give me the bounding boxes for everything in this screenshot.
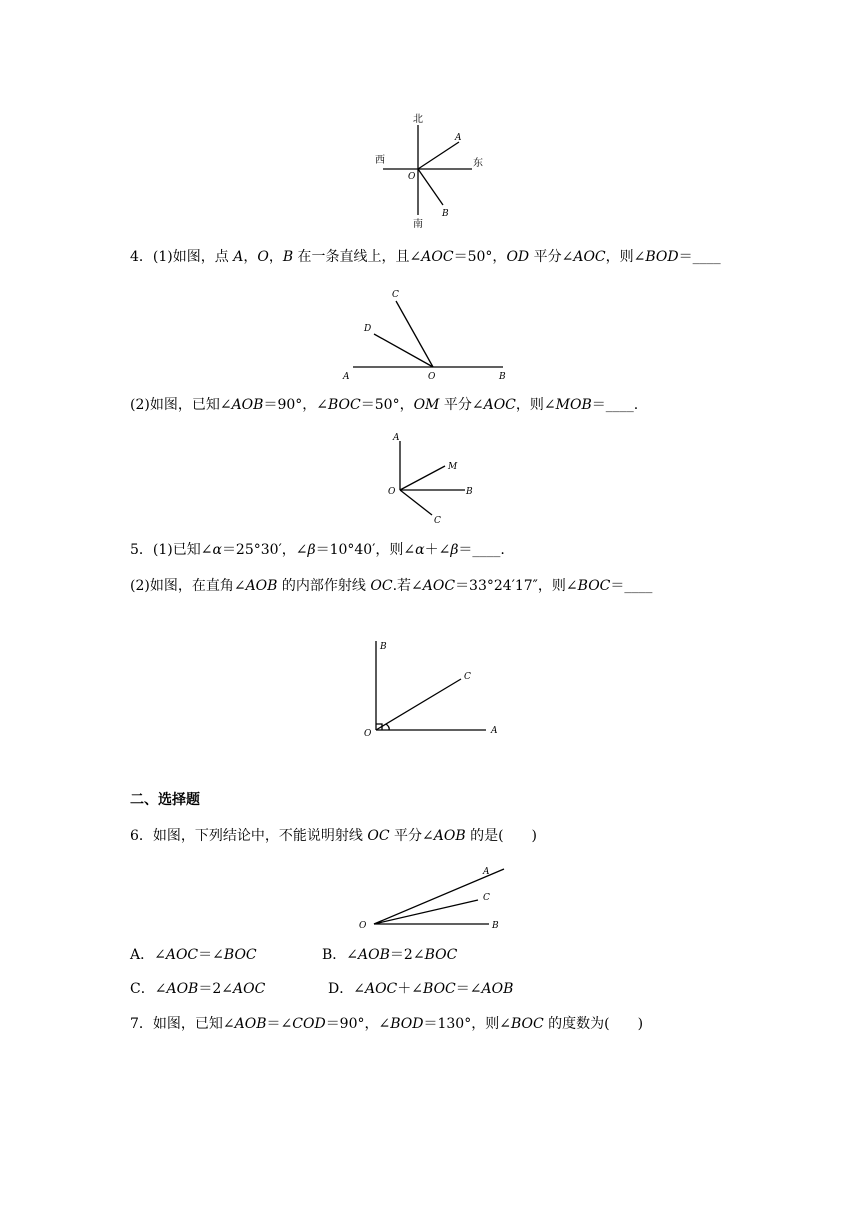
text-segment: BOD [645, 249, 679, 265]
text-segment: β [450, 542, 459, 558]
label-c: C [483, 893, 490, 903]
text-segment: C．∠ [130, 981, 167, 997]
ray-oc [400, 490, 432, 515]
text-segment: ＝130°，则∠ [423, 1016, 511, 1032]
text-segment: ，则∠ [605, 249, 646, 265]
text-segment: ＝____. [591, 397, 639, 413]
question-6-stem [130, 827, 537, 845]
text-segment: BOC [423, 981, 456, 997]
ray-oc [376, 679, 461, 730]
text-segment: A [233, 249, 244, 265]
text-segment: OC [367, 828, 390, 844]
text-segment: AOC [165, 947, 199, 963]
q6-figure [355, 858, 505, 933]
text-segment: AOC [364, 981, 398, 997]
text-segment: ＝∠ [266, 1016, 293, 1032]
text-segment: BOC [424, 947, 458, 963]
label-north: 北 [413, 114, 423, 125]
text-segment: AOC [232, 981, 266, 997]
section-heading: 二、选择题 [130, 792, 200, 808]
text-segment: 在一条直线上，且∠ [293, 249, 422, 265]
q4a-figure [335, 283, 515, 383]
question-4-part-2 [130, 396, 638, 414]
text-segment: B [282, 249, 294, 265]
text-segment: 4．(1)如图，点 [130, 249, 234, 265]
text-segment: ＝33°24′17″，则∠ [455, 578, 578, 594]
text-segment: 5．(1)已知∠ [130, 542, 213, 558]
ray-ob [418, 169, 443, 205]
text-segment: AOC [421, 249, 454, 265]
text-segment: AOB [231, 397, 264, 413]
compass-figure [370, 110, 490, 235]
text-segment: ，则∠ [515, 397, 556, 413]
text-segment: ＝50°， [360, 397, 414, 413]
text-segment: 的是( ) [465, 828, 538, 844]
text-segment: ＝∠ [198, 947, 224, 963]
ray-oa [418, 142, 459, 169]
option-b [322, 946, 457, 964]
text-segment: ＝____. [458, 542, 505, 558]
label-b: B [380, 642, 387, 652]
text-segment: (2)如图，在直角∠ [130, 578, 246, 594]
text-segment: AOB [358, 947, 390, 963]
text-segment: AOB [234, 1016, 267, 1032]
label-a: A [483, 867, 490, 877]
label-o: O [359, 921, 367, 931]
text-segment: 平分∠ [529, 249, 574, 265]
text-segment: 平分∠ [389, 828, 434, 844]
label-m: M [448, 462, 458, 472]
text-segment: ＝90°，∠ [263, 397, 328, 413]
option-a [130, 946, 257, 964]
text-segment: ＝____ [610, 578, 653, 594]
label-o: O [428, 372, 436, 382]
text-segment: ＝∠ [455, 981, 482, 997]
label-c: C [464, 672, 471, 682]
text-segment: OD [506, 249, 530, 265]
text-segment: OC [370, 578, 393, 594]
text-segment: ＝10°40′，则∠ [315, 542, 416, 558]
text-segment: AOC [483, 397, 516, 413]
q4b-figure [385, 425, 485, 530]
text-segment: α [212, 542, 222, 558]
text-segment: BOD [390, 1016, 424, 1032]
label-b: B [492, 921, 499, 931]
text-segment: 的度数为( ) [543, 1016, 644, 1032]
text-segment: D．∠ [328, 981, 365, 997]
text-segment: AOB [481, 981, 514, 997]
label-a: A [343, 372, 350, 382]
label-south: 南 [413, 219, 423, 230]
text-segment: ， [243, 249, 258, 265]
text-segment: AOB [166, 981, 199, 997]
label-a: A [393, 433, 400, 443]
label-o: O [408, 172, 416, 182]
text-segment: .若∠ [392, 578, 423, 594]
text-segment: COD [292, 1016, 326, 1032]
text-segment: ＋∠ [397, 981, 424, 997]
text-segment: ＝50°， [453, 249, 507, 265]
text-segment: AOB [433, 828, 466, 844]
ray-om [400, 466, 445, 490]
text-segment: BOC [510, 1016, 544, 1032]
text-segment: AOC [573, 249, 606, 265]
text-segment: 的内部作射线 [277, 578, 371, 594]
label-c: C [434, 516, 441, 526]
text-segment: ＝____ [678, 249, 721, 265]
label-b: B [499, 372, 506, 382]
text-segment: ， [268, 249, 283, 265]
text-segment: β [307, 542, 316, 558]
text-segment: ＝90°，∠ [325, 1016, 391, 1032]
text-segment: 7．如图，已知∠ [130, 1016, 235, 1032]
label-east: 东 [473, 158, 483, 169]
label-west: 西 [375, 155, 385, 166]
text-segment: ＋∠ [424, 542, 451, 558]
text-segment: (2)如图，已知∠ [130, 397, 232, 413]
question-5-part-2 [130, 577, 652, 595]
text-segment: ＝2∠ [389, 947, 425, 963]
angle-arc [386, 724, 389, 730]
label-a: A [455, 133, 462, 143]
text-segment: 平分∠ [439, 397, 484, 413]
text-segment: AOB [245, 578, 278, 594]
question-7-stem [130, 1015, 643, 1033]
text-segment: BOC [328, 397, 361, 413]
text-segment: MOB [555, 397, 592, 413]
text-segment: A．∠ [130, 947, 166, 963]
question-5-part-1 [130, 541, 505, 559]
q5-figure [360, 635, 505, 745]
text-segment: AOC [422, 578, 456, 594]
text-segment: BOC [223, 947, 257, 963]
label-d: D [364, 324, 372, 334]
text-segment: ＝2∠ [198, 981, 233, 997]
text-segment: α [415, 542, 425, 558]
label-b: B [442, 209, 449, 219]
text-segment: 6．如图，下列结论中，不能说明射线 [130, 828, 368, 844]
ray-oc [374, 900, 478, 924]
label-c: C [392, 290, 399, 300]
text-segment: BOC [577, 578, 611, 594]
label-o: O [388, 487, 396, 497]
label-o: O [364, 729, 372, 739]
label-b: B [466, 487, 473, 497]
text-segment: OM [413, 397, 440, 413]
question-4-part-1 [130, 248, 721, 266]
label-a: A [491, 726, 498, 736]
text-segment: O [257, 249, 269, 265]
text-segment: ＝25°30′，∠ [221, 542, 308, 558]
option-c [130, 980, 265, 998]
option-d [328, 980, 513, 998]
text-segment: B．∠ [322, 947, 359, 963]
